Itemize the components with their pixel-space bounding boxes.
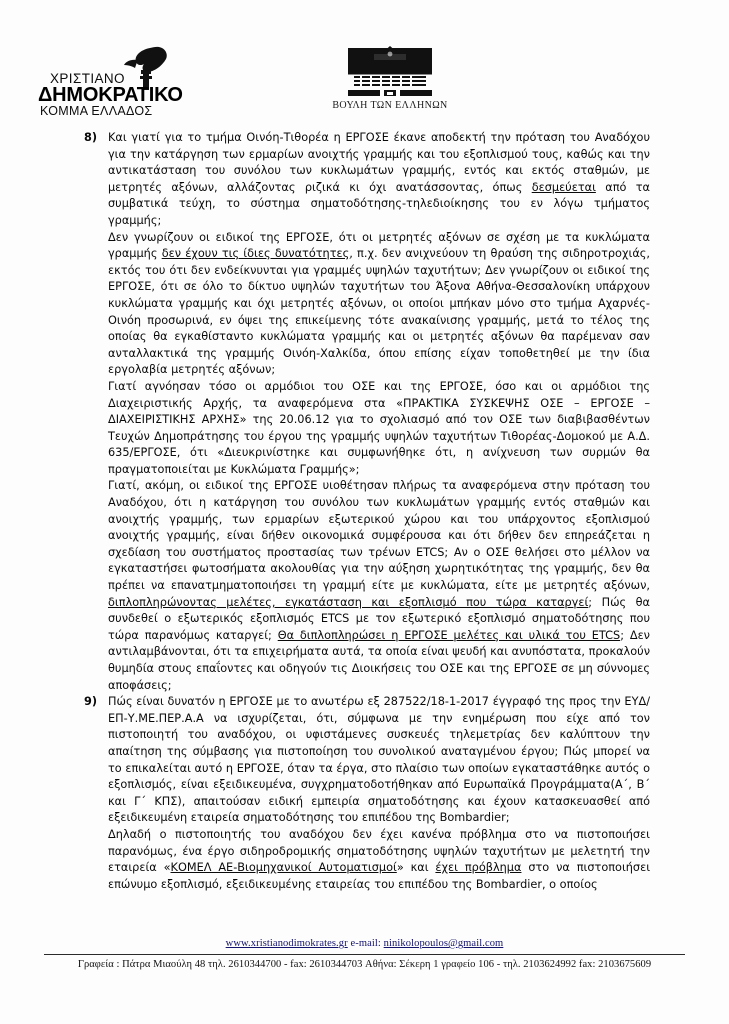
paragraph-text: » και <box>396 861 436 875</box>
numbered-item <box>84 694 650 893</box>
paragraph <box>108 130 650 230</box>
footer-website-link[interactable]: www.xristianodimokrates.gr <box>225 938 348 949</box>
footer-email-label: e-mail: <box>350 938 381 949</box>
emphasis-underlined-text: διπλοπληρώνοντας μελέτες, εγκατάσταση και εξοπλισμό που τώρα καταργεί <box>108 595 589 609</box>
paragraph-text: ; Δεν αντιλαμβάνονται, ότι τα επιχειρήματα αυτά, τα οποία είναι ψευδή και ανυπόστατα, προκαλούν θυμηδία στους επαΐοντες και οδηγούν τις Διοικήσεις του ΟΣΕ και της ΕΡΓΟΣΕ σε μη σύννομες αποφάσεις; <box>108 628 650 692</box>
paragraph <box>108 230 650 379</box>
emphasis-underlined-text: δεν έχουν τις ίδιες δυνατότητες <box>161 247 350 261</box>
document-footer <box>0 938 729 970</box>
party-logo-line1: ΧΡΙΣΤΙΑΝΟ <box>50 71 125 86</box>
parliament-building-icon <box>344 46 436 98</box>
parliament-logo <box>330 42 450 122</box>
party-logo-line2: ΔΗΜΟΚΡΑΤΙΚΟ <box>38 84 183 106</box>
item-marker: 9) <box>84 695 98 709</box>
paragraph-text: στο να πιστοποιήσει επώνυμο εξοπλισμό, εξειδικευμένης εταιρείας του επιπέδου της Bombardier, ο οποίος <box>108 861 651 891</box>
emphasis-underlined-text: ΚΟΜΕΛ ΑΕ-Βιομηχανικοί Αυτοματισμοί <box>170 861 397 875</box>
paragraph <box>108 694 650 827</box>
paragraph-text: ; Πώς θα συνδεθεί ο εξωτερικός εξοπλισμός ETCS με τον εξωτερικό εξοπλισμό σηματοδότησης που τώρα παρανόμως καταργεί; <box>108 595 650 642</box>
party-logo <box>38 50 238 116</box>
paragraph <box>108 827 650 893</box>
item-body <box>108 130 650 694</box>
footer-divider <box>44 954 685 955</box>
emphasis-underlined-text: δεσμεύεται <box>531 180 596 194</box>
paragraph <box>108 379 650 479</box>
footer-email-link[interactable]: ninikolopoulos@gmail.com <box>383 938 504 949</box>
paragraph-text: Και γιατί για το τμήμα Οινόη-Τιθορέα η ΕΡΓΟΣΕ έκανε αποδεκτή την πρόταση του Αναδόχου για την κατάργηση των ερμαρίων ανοιχτής γραμμής και του εξοπλισμού τους, καθώς και την αντικατάσταση του συνόλου των κυκλωμάτων γραμμής, εντός και εκτός σταθμών, με μετρητές αξόνων, αλλάζοντας ριζικά κι όχι ανατάσσοντας, όπως <box>108 131 650 194</box>
emphasis-underlined-text: έχει πρόβλημα <box>435 861 522 875</box>
footer-contact-line <box>0 938 729 949</box>
emphasis-underlined-text: Θα διπλοπληρώσει η ΕΡΓΟΣΕ μελέτες και υλικά του ETCS <box>277 628 621 642</box>
paragraph-text: από τα συμβατικά τεύχη, το σύστημα σηματοδότησης-τηλεδιοίκησης του εν λόγω τμήματος γραμμής; <box>108 180 651 227</box>
paragraph-text: , π.χ. δεν ανιχνεύουν τη θραύση της σιδηροτροχιάς, εκτός του ότι δεν ενδείκνυνται για γραμμές υψηλών ταχυτήτων; Δεν γνωρίζουν οι ειδικοί της ΕΡΓΟΣΕ, ότι σε όλο το δίκτυο υψηλών ταχυτήτων του Άξονα Αθήνα-Θεσσαλονίκη υπάρχουν κυκλώματα γραμμής και όχι μετρητές αξόνων, οι οποίοι μπήκαν μόνο στο τμήμα Αχαρνές-Οινόη προσωρινά, εν όψει της επικείμενης τότε ανακαίνισης γραμμής, μετά το τέλος της οποίας θα εγκαθίσταντο κυκλώματα γραμμής και οι μετρητές αξόνων θα παρέμεναν σαν ανταλλακτικά της γραμμής Οινόη-Χαλκίδα, όπου επίσης είχαν τοποθετηθεί με την ίδια εργολαβία μετρητές αξόνων; <box>108 247 650 377</box>
parliament-logo-caption: ΒΟΥΛΗ ΤΩΝ ΕΛΛΗΝΩΝ <box>332 100 448 111</box>
paragraph-text: Δεν γνωρίζουν οι ειδικοί της ΕΡΓΟΣΕ, ότι οι μετρητές αξόνων σε σχέση με τα κυκλώματα γραμμής <box>108 230 650 261</box>
item-marker: 8) <box>84 131 98 144</box>
paragraph <box>108 478 650 694</box>
item-body <box>108 694 650 893</box>
paragraph-text: Πώς είναι δυνατόν η ΕΡΓΟΣΕ με το ανωτέρω εξ 287522/18-1-2017 έγγραφό της προς την ΕΥΔ/ΕΠ-Υ.ΜΕ.ΠΕΡ.Α.Α να ισχυρίζεται, ότι, σύμφωνα με την ενημέρωση που είχε από τον πιστοποιητή του αναδόχου, οι υφιστάμενες συσκευές τηλεμετρίας δεν καλύπτουν την απαίτηση της σύμβασης για πιστοποίηση του συνολικού αναταγμένου έργου; Πώς μπορεί να το επικαλείται αυτό η ΕΡΓΟΣΕ, όταν τα έργα, στο πλαίσιο των οποίων εγκαταστάθηκε αυτός ο εξοπλισμός, είναι εξειδικευμένα, συγχρηματοδοτήθηκαν από Ευρωπαϊκά Προγράμματα(Α΄, Β΄ και Γ΄ ΚΠΣ), απαιτούσαν ειδική εμπειρία σηματοδότησης και έχουν κατασκευασθεί από εξειδικευμένη εταιρεία σηματοδότησης του επιπέδου της Bombardier; <box>108 695 650 825</box>
document-body <box>84 130 650 893</box>
document-header <box>0 42 729 122</box>
paragraph-text: Γιατί, ακόμη, οι ειδικοί της ΕΡΓΟΣΕ υιοθέτησαν πλήρως τα αναφερόμενα στην πρόταση του Αναδόχου, ότι η κατάργηση του συνόλου των κυκλωμάτων γραμμής εντός σταθμών και ανοιχτής γραμμής, των ερμαρίων εξωτερικού χώρου και του υπάρχοντος εξοπλισμού ανοιχτής γραμμής, είναι δήθεν οικονομικά συμφέρουσα και ότι δήθεν δεν επηρεάζεται η σχεδίαση του συστήματος προστασίας των τρένων ETCS; Αν ο ΟΣΕ θελήσει στο μέλλον να εγκαταστήσει φωτοσήματα ακολουθίας για την αύξηση χωρητικότητας της γραμμής, δεν θα πρέπει να επανατμηματοποιήσει τη γραμμή είτε με κυκλώματα, είτε με μετρητές αξόνων, <box>108 479 650 593</box>
party-logo-line3: ΚΟΜΜΑ ΕΛΛΑΔΟΣ <box>40 104 153 118</box>
footer-address: Γραφεία : Πάτρα Μιαούλη 48 τηλ. 2610344700 - fax: 2610344703 Αθήνα: Σέκερη 1 γραφείο 106 - τηλ. 2103624992 fax: 2103675609 <box>77 959 652 970</box>
numbered-item <box>84 130 650 694</box>
paragraph-text: Δηλαδή ο πιστοποιητής του αναδόχου δεν έχει κανένα πρόβλημα στο να πιστοποιήσει παρανόμως, ένα έργο σιδηροδρομικής σηματοδότησης υψηλών ταχυτήτων με μελετητή την εταιρεία « <box>108 827 650 875</box>
paragraph-text: Γιατί αγνόησαν τόσο οι αρμόδιοι του ΟΣΕ και της ΕΡΓΟΣΕ, όσο και οι αρμόδιοι της Διαχειριστικής Αρχής, τα αναφερόμενα στα «ΠΡΑΚΤΙΚΑ ΣΥΣΚΕΨΗΣ ΟΣΕ – ΕΡΓΟΣΕ – ΔΙΑΧΕΙΡΙΣΤΙΚΗΣ ΑΡΧΗΣ» της 20.06.12 για το σχολιασμό από τον ΟΣΕ των διαβιβασθέντων Τευχών Δημοπράτησης του έργου της γραμμής υψηλών ταχυτήτων Τιθορέας-Δομοκού με Α.Δ. 635/ΕΡΓΟΣΕ, ότι «Διευκρινίστηκε και συμφωνήθηκε ότι, η ανίχνευση των συρμών θα πραγματοποιείται με Κυκλώματα Γραμμής»; <box>108 379 650 476</box>
